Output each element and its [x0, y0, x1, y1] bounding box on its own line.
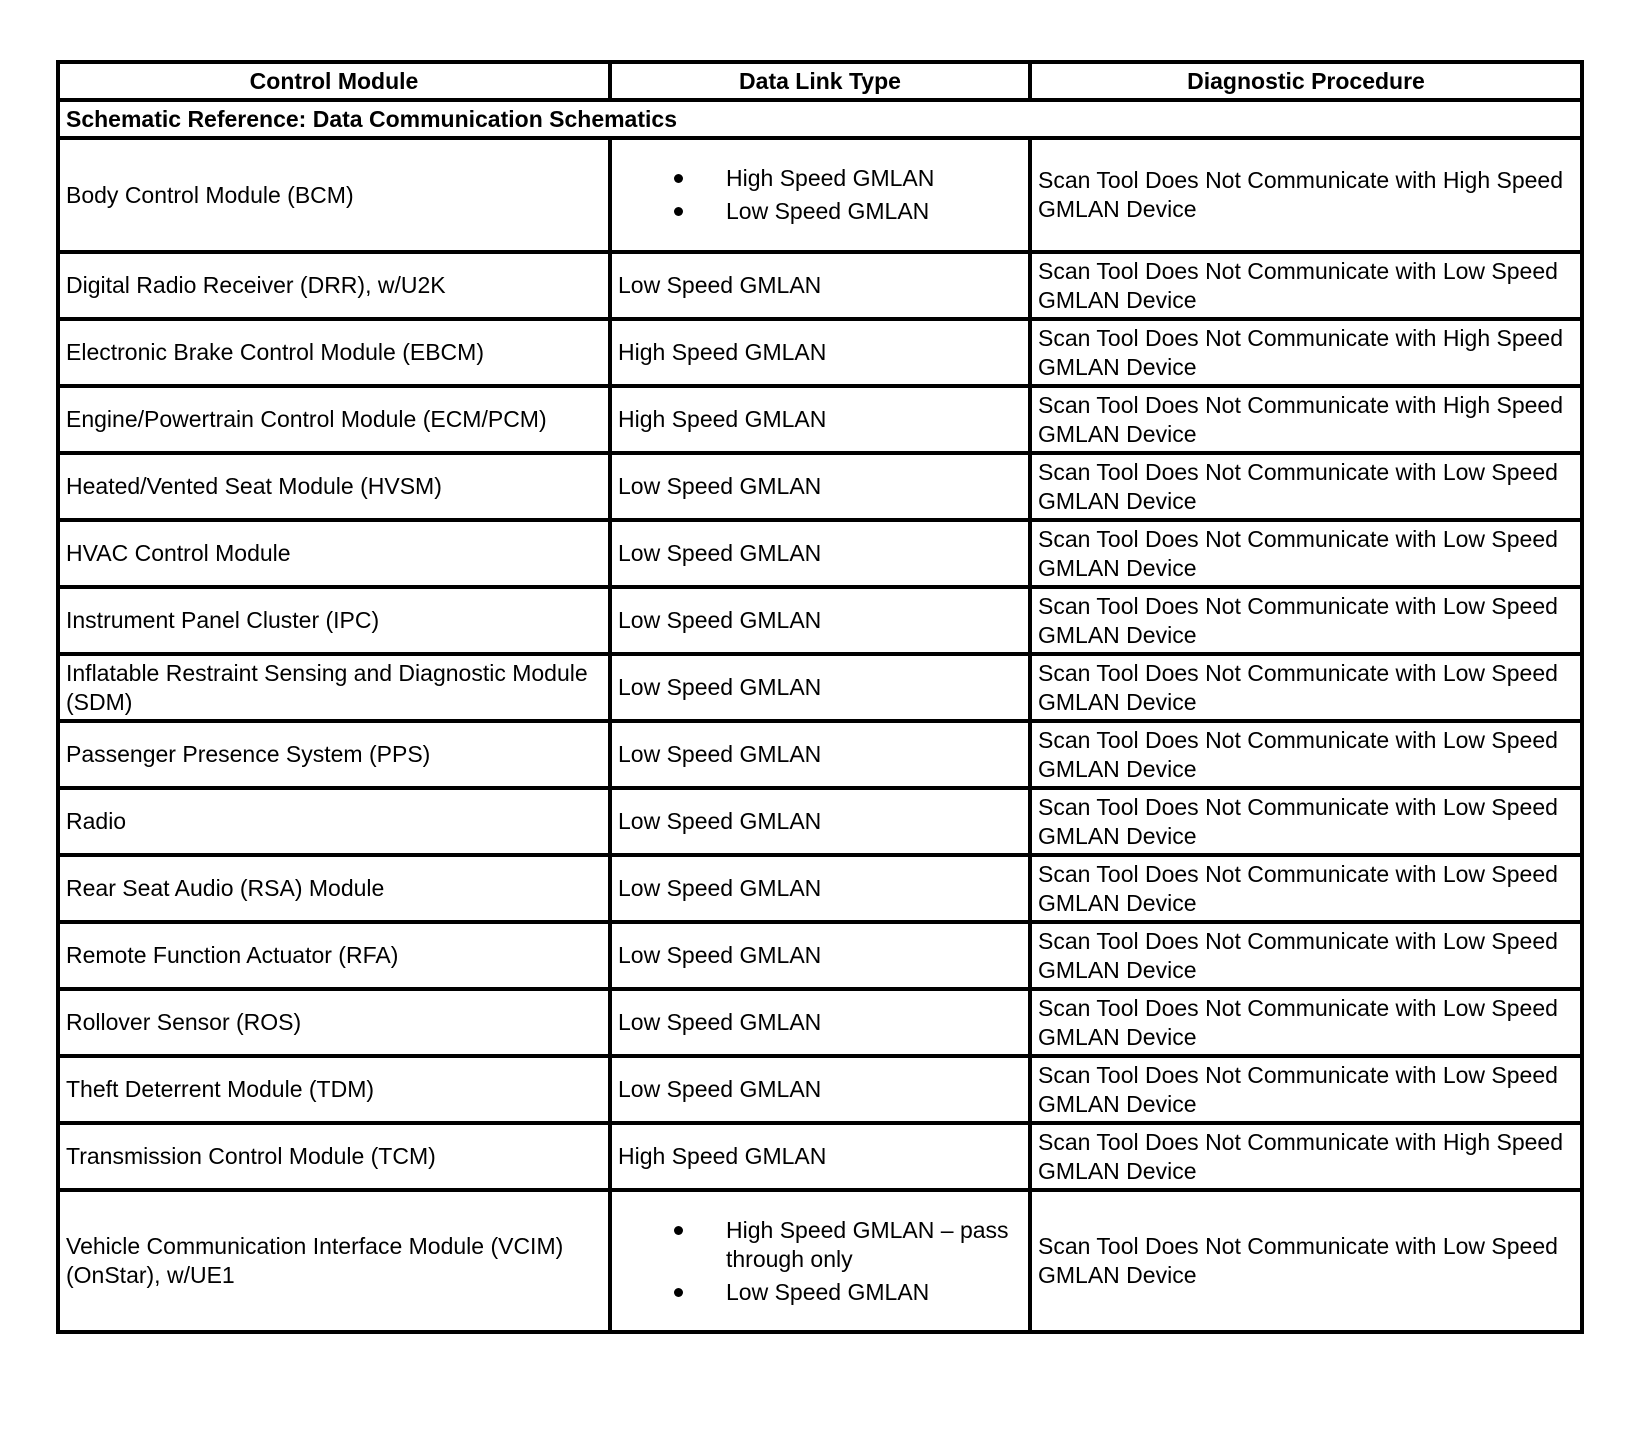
- module-cell: Body Control Module (BCM): [58, 138, 610, 252]
- procedure-cell: Scan Tool Does Not Communicate with Low Speed GMLAN Device: [1030, 788, 1582, 855]
- module-table: [56, 60, 1584, 1334]
- module-cell: Passenger Presence System (PPS): [58, 721, 610, 788]
- module-cell: Rollover Sensor (ROS): [58, 989, 610, 1056]
- bullet-icon: [674, 1288, 683, 1297]
- module-cell: Remote Function Actuator (RFA): [58, 922, 610, 989]
- list-item: Low Speed GMLAN: [618, 1278, 1022, 1307]
- module-cell: Heated/Vented Seat Module (HVSM): [58, 453, 610, 520]
- link-cell: Low Speed GMLAN: [610, 252, 1030, 319]
- module-cell: Electronic Brake Control Module (EBCM): [58, 319, 610, 386]
- table-row: [58, 138, 1582, 252]
- link-cell: Low Speed GMLAN: [610, 922, 1030, 989]
- list-item: High Speed GMLAN: [618, 164, 1022, 193]
- schematic-reference-row: [58, 100, 1582, 138]
- link-list: [618, 1216, 1022, 1307]
- procedure-cell: Scan Tool Does Not Communicate with High Speed GMLAN Device: [1030, 386, 1582, 453]
- module-cell: Theft Deterrent Module (TDM): [58, 1056, 610, 1123]
- header-data-link-type: Data Link Type: [610, 62, 1030, 100]
- table-row: [58, 520, 1582, 587]
- table-row: [58, 788, 1582, 855]
- procedure-cell: Scan Tool Does Not Communicate with Low Speed GMLAN Device: [1030, 1056, 1582, 1123]
- table-row: [58, 386, 1582, 453]
- procedure-cell: Scan Tool Does Not Communicate with Low Speed GMLAN Device: [1030, 654, 1582, 721]
- link-cell: High Speed GMLAN: [610, 386, 1030, 453]
- procedure-cell: Scan Tool Does Not Communicate with High Speed GMLAN Device: [1030, 138, 1582, 252]
- table-row: [58, 654, 1582, 721]
- module-cell: Vehicle Communication Interface Module (VCIM) (OnStar), w/UE1: [58, 1190, 610, 1332]
- list-item: Low Speed GMLAN: [618, 197, 1022, 226]
- link-cell: Low Speed GMLAN: [610, 855, 1030, 922]
- procedure-cell: Scan Tool Does Not Communicate with Low Speed GMLAN Device: [1030, 1190, 1582, 1332]
- link-cell: Low Speed GMLAN: [610, 520, 1030, 587]
- link-cell: Low Speed GMLAN: [610, 721, 1030, 788]
- procedure-cell: Scan Tool Does Not Communicate with Low Speed GMLAN Device: [1030, 922, 1582, 989]
- table-row: [58, 1190, 1582, 1332]
- link-cell: Low Speed GMLAN: [610, 788, 1030, 855]
- procedure-cell: Scan Tool Does Not Communicate with High Speed GMLAN Device: [1030, 319, 1582, 386]
- link-cell: Low Speed GMLAN: [610, 989, 1030, 1056]
- link-cell: Low Speed GMLAN: [610, 453, 1030, 520]
- procedure-cell: Scan Tool Does Not Communicate with Low Speed GMLAN Device: [1030, 252, 1582, 319]
- table-row: [58, 855, 1582, 922]
- bullet-icon: [674, 174, 683, 183]
- procedure-cell: Scan Tool Does Not Communicate with Low Speed GMLAN Device: [1030, 721, 1582, 788]
- link-list: [618, 164, 1022, 226]
- module-cell: Rear Seat Audio (RSA) Module: [58, 855, 610, 922]
- table-row: [58, 1056, 1582, 1123]
- table-row: [58, 587, 1582, 654]
- procedure-cell: Scan Tool Does Not Communicate with Low Speed GMLAN Device: [1030, 989, 1582, 1056]
- link-cell: Low Speed GMLAN: [610, 587, 1030, 654]
- procedure-cell: Scan Tool Does Not Communicate with Low Speed GMLAN Device: [1030, 855, 1582, 922]
- header-row: [58, 62, 1582, 100]
- table-row: [58, 319, 1582, 386]
- table-row: [58, 721, 1582, 788]
- header-control-module: Control Module: [58, 62, 610, 100]
- module-cell: HVAC Control Module: [58, 520, 610, 587]
- procedure-cell: Scan Tool Does Not Communicate with Low Speed GMLAN Device: [1030, 520, 1582, 587]
- procedure-cell: Scan Tool Does Not Communicate with Low Speed GMLAN Device: [1030, 453, 1582, 520]
- module-cell: Digital Radio Receiver (DRR), w/U2K: [58, 252, 610, 319]
- list-item: High Speed GMLAN – pass through only: [618, 1216, 1022, 1274]
- table-row: [58, 252, 1582, 319]
- link-cell: Low Speed GMLAN: [610, 1056, 1030, 1123]
- procedure-cell: Scan Tool Does Not Communicate with High Speed GMLAN Device: [1030, 1123, 1582, 1190]
- link-cell: [610, 138, 1030, 252]
- table-row: [58, 1123, 1582, 1190]
- module-cell: Instrument Panel Cluster (IPC): [58, 587, 610, 654]
- table-row: [58, 989, 1582, 1056]
- schematic-reference: Schematic Reference: Data Communication Schematics: [58, 100, 1582, 138]
- header-diagnostic-procedure: Diagnostic Procedure: [1030, 62, 1582, 100]
- table-row: [58, 453, 1582, 520]
- link-cell: [610, 1190, 1030, 1332]
- table-row: [58, 922, 1582, 989]
- module-cell: Inflatable Restraint Sensing and Diagnostic Module (SDM): [58, 654, 610, 721]
- link-cell: High Speed GMLAN: [610, 1123, 1030, 1190]
- module-cell: Transmission Control Module (TCM): [58, 1123, 610, 1190]
- procedure-cell: Scan Tool Does Not Communicate with Low Speed GMLAN Device: [1030, 587, 1582, 654]
- module-cell: Radio: [58, 788, 610, 855]
- bullet-icon: [674, 207, 683, 216]
- link-cell: Low Speed GMLAN: [610, 654, 1030, 721]
- bullet-icon: [674, 1226, 683, 1235]
- link-cell: High Speed GMLAN: [610, 319, 1030, 386]
- document-page: [56, 60, 1580, 1334]
- module-cell: Engine/Powertrain Control Module (ECM/PCM): [58, 386, 610, 453]
